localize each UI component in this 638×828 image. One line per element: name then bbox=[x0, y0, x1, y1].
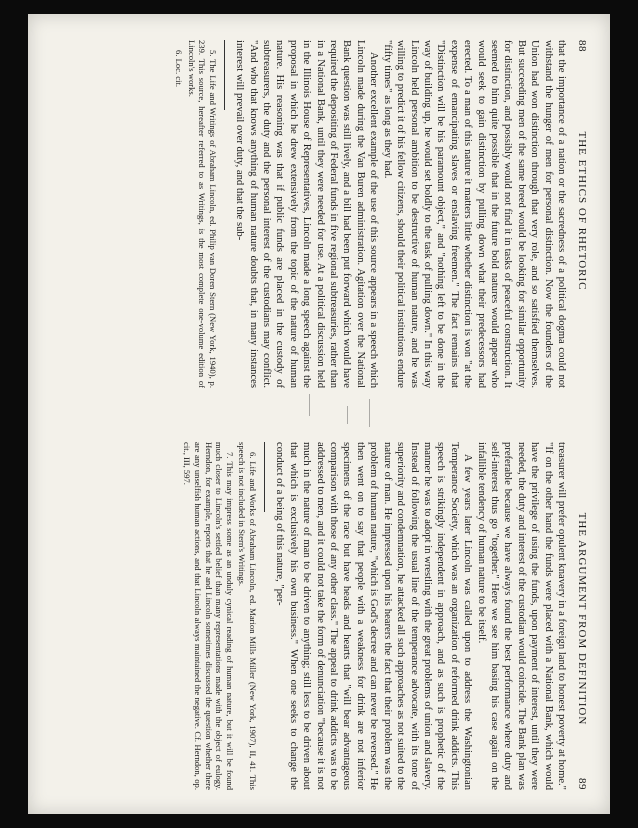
footnote: 7. This may impress some as an unduly cynical reading of human nature, but it will be found much closer to Lincoln's settled belief than many representations made with the object of eulogy. Herndon, for example, reports that he and Lincoln sometimes discussed the question whether there are any unselfish human actions, and that Lincoln always maintained the negative. Cf. Herndon, op. cit., III, 597. bbox=[182, 442, 235, 790]
gutter-mark bbox=[347, 406, 348, 424]
footnote-rule bbox=[224, 40, 225, 110]
footnote: 6. Life and Works of Abraham Lincoln, ed. Marion Mills Miller (New York, 1907), II, 41. This speech is not included in Stern's Writings. bbox=[237, 442, 259, 790]
right-page-header bbox=[576, 442, 588, 790]
paragraph: treasurer will prefer opulent knavery in a foreign land to honest poverty at home." "If on the other hand the funds were placed with a National Bank, which would have the privilege of using the funds, upon payment of interest, until they were needed, the duty and interest of the custodian would coincide. The Bank plan was preferable because we have always found the best performance where duty and self-interest thus go "together." Here we see him basing his case again on the infallible tendency of human nature to be itself. bbox=[475, 442, 567, 790]
left-page-number: 88 bbox=[576, 40, 588, 52]
left-page bbox=[171, 40, 588, 388]
right-page-body bbox=[273, 442, 568, 790]
rotated-spread bbox=[28, 14, 610, 814]
left-running-head: THE ETHICS OF RHETORIC bbox=[576, 131, 588, 291]
footnote: 5. The Life and Writings of Abraham Lincoln, ed. Philip van Doren Stern (New York, 1940), p. 239. This source, hereafter referred to as Writings, is the most complete one-volume edition of Lincoln's works. bbox=[186, 40, 218, 388]
gutter-mark bbox=[369, 399, 370, 427]
left-page-body bbox=[233, 40, 568, 388]
right-page bbox=[180, 442, 588, 790]
paragraph: Another excellent example of the use of this source appears in a speech which Lincoln made during the Van Buren administration. Agitation over the National Bank question was still lively, and a bill had been put forward which would have required the depositing of Federal funds in five regional subtreasuries, rather than in a National Bank, until they were needed for use. At a political discussion held in the Illinois House of Representatives, Lincoln made a long speech against the proposal in which he drew extensively from the topic of the nature of human nature. His reasoning was that if public funds are placed in the custody of subtreasurers, the duty and the personal interest of the custodians may conflict. "And who that knows anything of human nature doubts that, in many instances interest will prevail over duty, and that the sub- bbox=[234, 40, 380, 388]
left-page-header bbox=[576, 40, 588, 388]
scanned-book-spread bbox=[28, 14, 610, 814]
paragraph: that the importance of a nation or the sacredness of a political dogma could not withstand the hunger of men for personal distinction. Now the founders of the Union had won distinction through that very role, and so satisfied themselves. But succeeding men of the same breed would be looking for similar opportunity for distinction, and possibly would not find it in tasks of peaceful construction. It seemed to him quite possible that in the future bold natures would appear who would seek to gain distinction by pulling down what their predecessors had erected. To a man of this nature it matters little whether distinction is won "at the expense of emancipating slaves or enslaving freemen." The fact remains that "Distinction will be his paramount object," and "nothing left to be done in the way of building up, he would set boldly to the task of pulling down." In this way Lincoln held personal ambition to be destructive of human nature, and he was willing to predict it of his fellow citizens, should their political institutions endure "fifty times" as long as they had. bbox=[381, 40, 567, 388]
footnote-rule bbox=[264, 442, 265, 512]
right-running-head: THE ARGUMENT FROM DEFINITION bbox=[576, 512, 588, 726]
gutter-mark bbox=[309, 394, 310, 416]
footnote: 6. Loc. cit. bbox=[174, 50, 185, 87]
right-footnotes bbox=[182, 442, 258, 790]
right-page-number: 89 bbox=[576, 777, 588, 790]
paragraph: A few years later Lincoln was called upon to address the Washingtonian Temperance Society, which was an organization of reformed drink addicts. This speech is strikingly independent in approach, and as such is prophetic of the manner he was to adopt in wrestling with the great problems of union and slavery. Instead of following the usual line of the temperance advocate, with its tone of superiority and condemnation, he attacked all such approaches as not suited to the nature of man. He impressed upon his hearers the fact that their problem was the problem of human nature, "which is God's decree and can never be reversed." He then went on to say that people with a weakness for drink are not inferior specimens of the race but have heads and hearts that "will bear advantageous comparison with those of any other class." The appeal to drink addicts was to be addressed to men, and it could not take the form of denunciation "because it is not much in the nature of man to be driven to anything; still less to be driven about that which is exclusively his own business." When one seeks to change the conduct of a being of this nature, "per- bbox=[274, 442, 474, 790]
left-footnotes bbox=[173, 40, 217, 388]
